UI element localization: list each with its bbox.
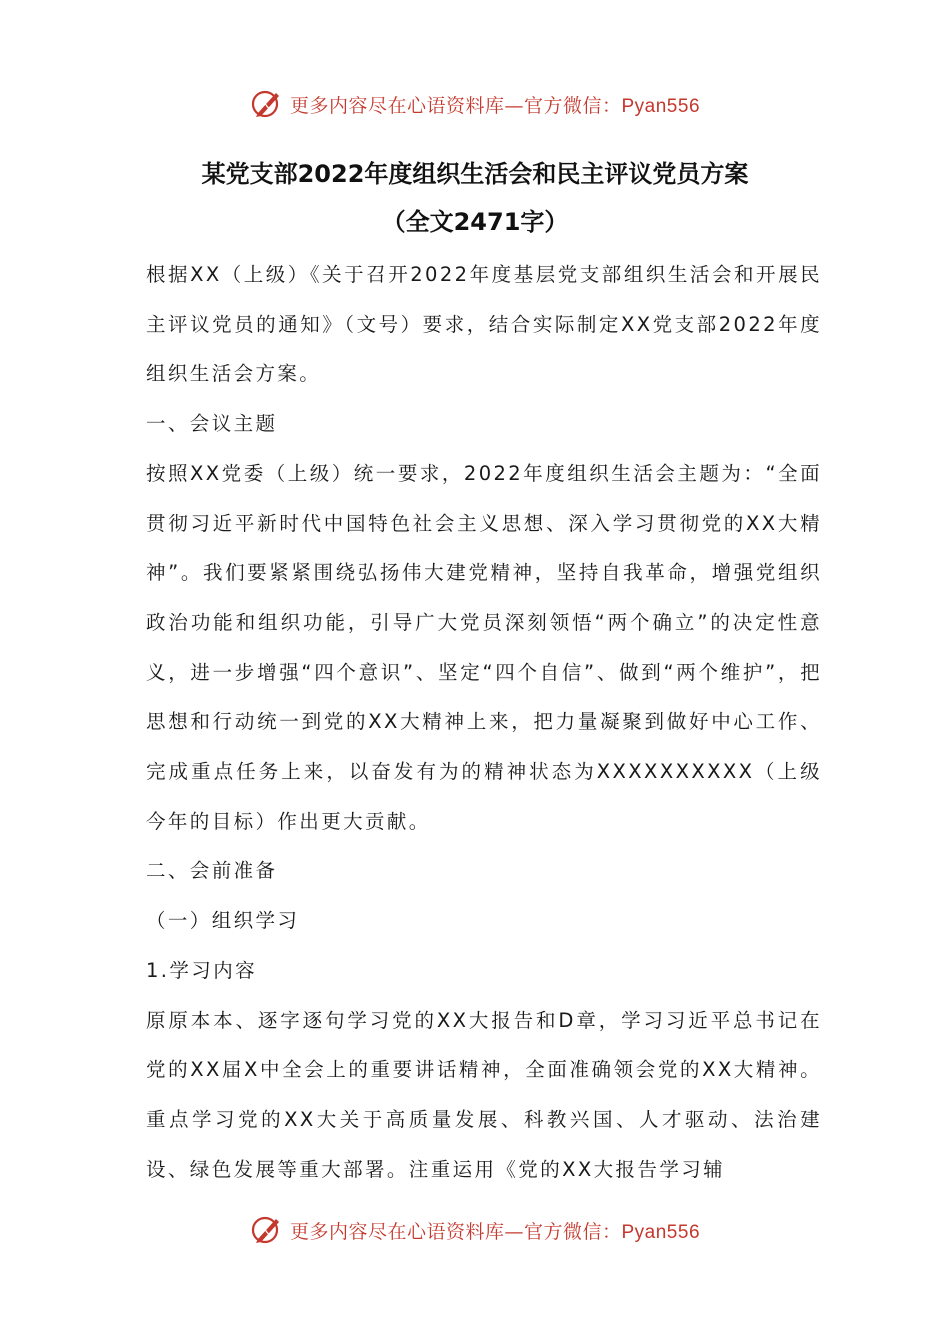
watermark-text: 更多内容尽在心语资料库—官方微信：Pyan556 (289, 94, 701, 117)
paragraph-intro: 根据XX（上级）《关于召开2022年度基层党支部组织生活会和开展民主评议党员的通知》（文号）要求，结合实际制定XX党支部2022年度组织生活会方案。 (146, 263, 822, 386)
watermark-text: 更多内容尽在心语资料库—官方微信：Pyan556 (289, 1220, 701, 1243)
subsection-heading: （一）组织学习 (146, 909, 300, 933)
section-heading-2: 二、会前准备 (146, 859, 278, 883)
paragraph-theme: 按照XX党委（上级）统一要求，2022年度组织生活会主题为：“全面贯彻习近平新时代中国特色社会主义思想、深入学习贯彻党的XX大精神”。我们要紧紧围绕弘扬伟大建党精神，坚持自我革命，增强党组织政治功能和组织功能，引导广大党员深刻领悟“两个确立”的决定性意义，进一步增强“四个意识”、坚定“四个自信”、做到“两个维护”，把思想和行动统一到党的XX大精神上来，把力量凝聚到做好中心工作、完成重点任务上来，以奋发有为的精神状态为XXXXXXXXXX（上级今年的目标）作出更大贡献。 (146, 461, 822, 833)
document-body (146, 250, 822, 1194)
document-title: 某党支部2022年度组织生活会和民主评议党员方案 (201, 160, 749, 188)
document-subtitle-word-count: （全文2471字） (381, 208, 569, 236)
watermark-footer (0, 1208, 950, 1252)
pen-logo-icon (250, 1213, 284, 1247)
pen-logo-icon (250, 87, 284, 121)
section-heading-1: 一、会议主题 (146, 412, 278, 436)
item-heading: 1.学习内容 (146, 958, 258, 982)
paragraph-study-content: 原原本本、逐字逐句学习党的XX大报告和D章，学习习近平总书记在党的XX届X中全会上的重要讲话精神，全面准确领会党的XX大精神。重点学习党的XX大关于高质量发展、科教兴国、人才驱动、法治建设、绿色发展等重大部署。注重运用《党的XX大报告学习辅 (146, 1008, 822, 1181)
watermark-header (0, 82, 950, 126)
